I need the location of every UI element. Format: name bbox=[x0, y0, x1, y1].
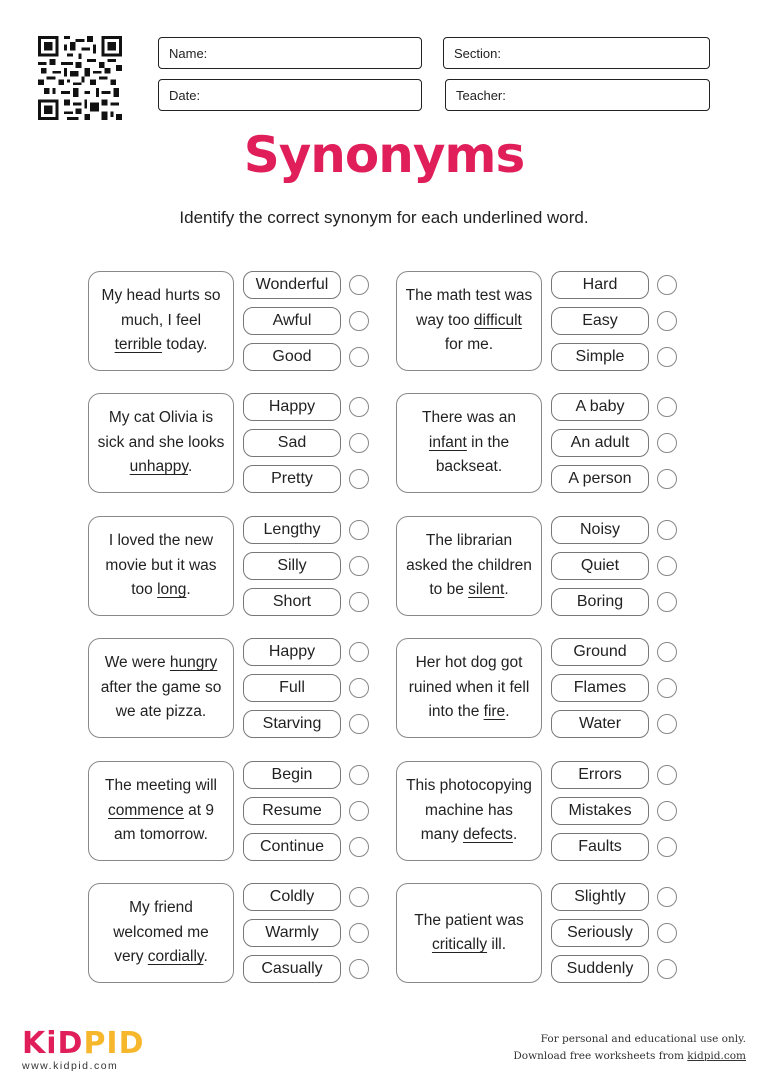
answer-radio[interactable] bbox=[349, 347, 369, 367]
answer-radio[interactable] bbox=[657, 714, 677, 734]
option-label[interactable]: Silly bbox=[243, 552, 341, 580]
option-label[interactable]: Errors bbox=[551, 761, 649, 789]
sentence-text: We were hungry after the game so we ate pizza. bbox=[100, 654, 222, 721]
option-label[interactable]: Resume bbox=[243, 797, 341, 825]
answer-radio[interactable] bbox=[349, 837, 369, 857]
option-label[interactable]: Boring bbox=[551, 588, 649, 616]
question-12 bbox=[396, 883, 766, 983]
answer-radio[interactable] bbox=[349, 678, 369, 698]
option-label[interactable]: A person bbox=[551, 465, 649, 493]
option-label[interactable]: Noisy bbox=[551, 516, 649, 544]
answer-radio[interactable] bbox=[349, 520, 369, 540]
answer-radio[interactable] bbox=[657, 469, 677, 489]
sentence-box bbox=[88, 883, 234, 983]
option-label[interactable]: Coldly bbox=[243, 883, 341, 911]
underlined-word: commence bbox=[108, 801, 184, 819]
name-label: Name: bbox=[169, 46, 208, 61]
option-label[interactable]: A baby bbox=[551, 393, 649, 421]
instructions: Identify the correct synonym for each underlined word. bbox=[179, 208, 589, 227]
underlined-word: unhappy bbox=[129, 458, 188, 476]
answer-radio[interactable] bbox=[349, 765, 369, 785]
sentence-box bbox=[396, 761, 542, 861]
sentence-box bbox=[396, 271, 542, 371]
underlined-word: fire bbox=[483, 703, 506, 721]
option-label[interactable]: Suddenly bbox=[551, 955, 649, 983]
answer-radio[interactable] bbox=[657, 801, 677, 821]
kidpid-link[interactable]: kidpid.com bbox=[687, 1050, 746, 1062]
option-label[interactable]: Flames bbox=[551, 674, 649, 702]
underlined-word: long bbox=[157, 581, 187, 599]
sentence-text: This photocopying machine has many defects. bbox=[406, 777, 532, 844]
answer-radio[interactable] bbox=[657, 433, 677, 453]
option-label[interactable]: Water bbox=[551, 710, 649, 738]
usage-note-line2: Download free worksheets from kidpid.com bbox=[513, 1050, 746, 1062]
sentence-text: My head hurts so much, I feel terrible today. bbox=[101, 287, 221, 354]
underlined-word: silent bbox=[468, 581, 505, 599]
sentence-text: Her hot dog got ruined when it fell into the fire. bbox=[408, 654, 530, 721]
sentence-box bbox=[396, 638, 542, 738]
usage-note bbox=[513, 1031, 746, 1065]
site-url: www.kidpid.com bbox=[22, 1060, 119, 1072]
answer-radio[interactable] bbox=[349, 642, 369, 662]
answer-radio[interactable] bbox=[657, 923, 677, 943]
answer-radio[interactable] bbox=[657, 311, 677, 331]
option-label[interactable]: Starving bbox=[243, 710, 341, 738]
option-label[interactable]: Lengthy bbox=[243, 516, 341, 544]
teacher-field[interactable] bbox=[445, 79, 710, 111]
sentence-text: I loved the new movie but it was too long. bbox=[105, 532, 217, 599]
option-label[interactable]: Warmly bbox=[243, 919, 341, 947]
option-label[interactable]: Mistakes bbox=[551, 797, 649, 825]
sentence-box bbox=[396, 516, 542, 616]
usage-note-line1: For personal and educational use only. bbox=[540, 1033, 746, 1045]
option-label[interactable]: Slightly bbox=[551, 883, 649, 911]
answer-radio[interactable] bbox=[657, 765, 677, 785]
answer-radio[interactable] bbox=[349, 801, 369, 821]
question-8 bbox=[396, 638, 766, 738]
option-label[interactable]: Pretty bbox=[243, 465, 341, 493]
option-label[interactable]: Hard bbox=[551, 271, 649, 299]
option-label[interactable]: Happy bbox=[243, 393, 341, 421]
answer-radio[interactable] bbox=[657, 959, 677, 979]
option-label[interactable]: Begin bbox=[243, 761, 341, 789]
option-label[interactable]: Awful bbox=[243, 307, 341, 335]
option-label[interactable]: Faults bbox=[551, 833, 649, 861]
sentence-text: There was an infant in the backseat. bbox=[422, 409, 516, 476]
name-field[interactable] bbox=[158, 37, 422, 69]
question-10 bbox=[396, 761, 766, 861]
underlined-word: cordially bbox=[147, 948, 204, 966]
worksheet-title: Synonyms bbox=[243, 126, 525, 184]
answer-radio[interactable] bbox=[349, 469, 369, 489]
teacher-label: Teacher: bbox=[456, 88, 506, 103]
answer-radio[interactable] bbox=[349, 311, 369, 331]
option-label[interactable]: Seriously bbox=[551, 919, 649, 947]
answer-radio[interactable] bbox=[657, 642, 677, 662]
underlined-word: critically bbox=[431, 936, 488, 953]
answer-radio[interactable] bbox=[657, 887, 677, 907]
sentence-text: The meeting will commence at 9 am tomorrow. bbox=[105, 777, 217, 844]
underlined-word: defects bbox=[462, 826, 513, 844]
answer-radio[interactable] bbox=[349, 959, 369, 979]
option-label[interactable]: Simple bbox=[551, 343, 649, 371]
section-field[interactable] bbox=[443, 37, 710, 69]
sentence-box bbox=[88, 271, 234, 371]
sentence-box bbox=[396, 393, 542, 493]
answer-radio[interactable] bbox=[349, 592, 369, 612]
option-label[interactable]: Ground bbox=[551, 638, 649, 666]
answer-radio[interactable] bbox=[657, 275, 677, 295]
date-field[interactable] bbox=[158, 79, 422, 111]
sentence-box bbox=[396, 883, 542, 983]
option-label[interactable]: Full bbox=[243, 674, 341, 702]
option-label[interactable]: Continue bbox=[243, 833, 341, 861]
option-label[interactable]: Happy bbox=[243, 638, 341, 666]
sentence-text: The patient was critically ill. bbox=[414, 911, 524, 953]
answer-radio[interactable] bbox=[349, 714, 369, 734]
answer-radio[interactable] bbox=[349, 275, 369, 295]
option-label[interactable]: Short bbox=[243, 588, 341, 616]
sentence-box bbox=[88, 516, 234, 616]
option-label[interactable]: An adult bbox=[551, 429, 649, 457]
answer-radio[interactable] bbox=[349, 433, 369, 453]
answer-radio[interactable] bbox=[657, 397, 677, 417]
option-label[interactable]: Good bbox=[243, 343, 341, 371]
qr-code bbox=[36, 36, 124, 120]
option-label[interactable]: Easy bbox=[551, 307, 649, 335]
question-6 bbox=[396, 516, 766, 616]
underlined-word: terrible bbox=[114, 336, 162, 354]
answer-radio[interactable] bbox=[657, 520, 677, 540]
sentence-text: The math test was way too difficult for me. bbox=[405, 287, 533, 354]
option-label[interactable]: Quiet bbox=[551, 552, 649, 580]
section-label: Section: bbox=[454, 46, 501, 61]
answer-radio[interactable] bbox=[349, 887, 369, 907]
answer-radio[interactable] bbox=[349, 556, 369, 576]
question-2 bbox=[396, 271, 766, 371]
option-label[interactable]: Wonderful bbox=[243, 271, 341, 299]
answer-radio[interactable] bbox=[657, 556, 677, 576]
sentence-box bbox=[88, 638, 234, 738]
underlined-word: hungry bbox=[169, 654, 218, 672]
sentence-box bbox=[88, 761, 234, 861]
kidpid-logo: KiDPID bbox=[22, 1026, 145, 1061]
answer-radio[interactable] bbox=[657, 837, 677, 857]
answer-radio[interactable] bbox=[657, 347, 677, 367]
question-4 bbox=[396, 393, 766, 493]
answer-radio[interactable] bbox=[657, 592, 677, 612]
sentence-text: The librarian asked the children to be silent. bbox=[406, 532, 532, 599]
date-label: Date: bbox=[169, 88, 201, 103]
answer-radio[interactable] bbox=[349, 397, 369, 417]
sentence-text: My cat Olivia is sick and she looks unhappy. bbox=[97, 409, 225, 476]
sentence-text: My friend welcomed me very cordially. bbox=[113, 899, 209, 966]
sentence-box bbox=[88, 393, 234, 493]
option-label[interactable]: Sad bbox=[243, 429, 341, 457]
underlined-word: infant bbox=[428, 433, 467, 451]
option-label[interactable]: Casually bbox=[243, 955, 341, 983]
answer-radio[interactable] bbox=[349, 923, 369, 943]
answer-radio[interactable] bbox=[657, 678, 677, 698]
underlined-word: difficult bbox=[473, 311, 522, 329]
